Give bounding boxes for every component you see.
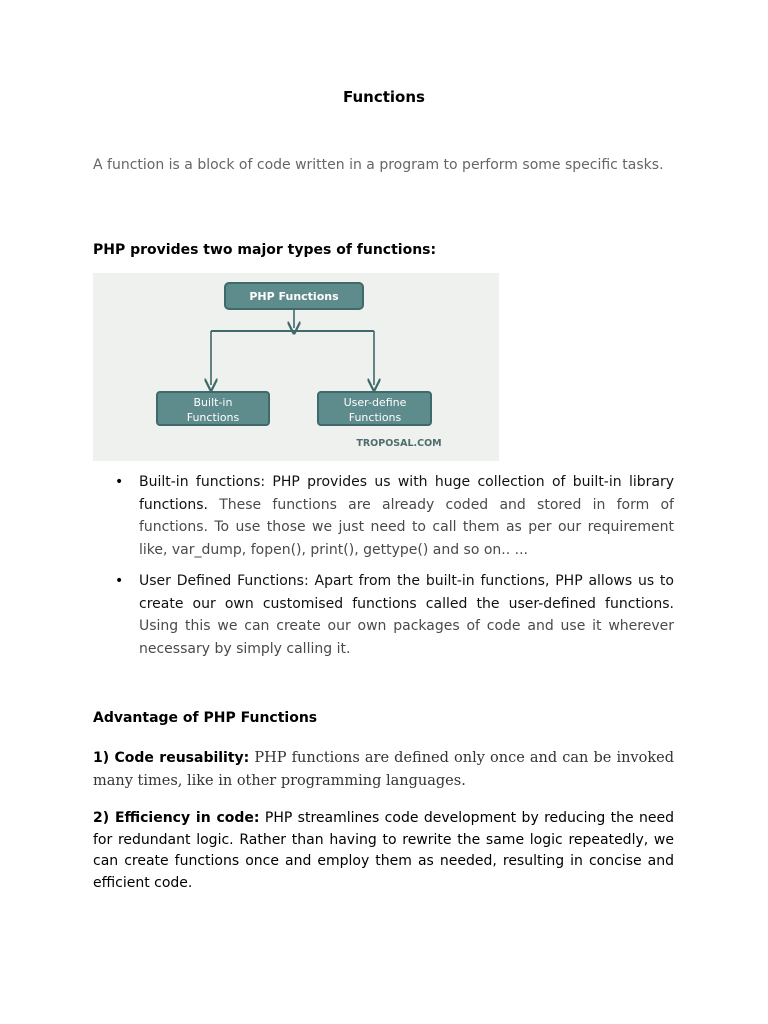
bullet-icon: • [115,474,124,490]
bullet-text: User Defined Functions: Apart from the built-in functions, PHP allows us to create our own customised functions called the user-defined functions. [139,573,674,612]
adv2-label: 2) Efficiency in code: [93,810,260,826]
builtin-box-line2: Functions [186,411,240,424]
adv2-text: PHP streamlines code development by reducing the need for redundant logic. Rather than having to rewrite the same logic repeatedly, we can create functions once and employ them as needed, resulting in concise and efficient code. [93,810,674,891]
watermark-text: TROPOSAL.COM [356,438,442,449]
bullet-text: Built-in functions: PHP provides us with huge collection of built-in library functions. [139,474,674,513]
adv1-text: PHP functions are defined only once and can be invoked many times, like in other programming languages. [93,750,674,789]
list-item [93,570,674,660]
advantage-heading: Advantage of PHP Functions [93,710,318,726]
userdefine-box-line1: User-define [343,396,407,409]
bullet-more-text: These functions are already coded and stored in form of functions. To use those we just need to call them as per our requirement like, var_dump, fopen(), print(), gettype() and so on.. ... [139,496,674,558]
types-heading: PHP provides two major types of functions: [93,242,437,258]
advantage-efficiency [93,808,674,894]
bullet-icon: • [115,573,124,589]
advantage-code-reusability [93,747,674,792]
builtin-box-line1: Built-in [193,396,233,409]
php-functions-diagram [93,273,499,461]
diagram-svg [93,273,499,461]
function-types-list [93,471,674,669]
adv1-label: 1) Code reusability: [93,750,250,766]
intro-paragraph: A function is a block of code written in a program to perform some specific tasks. [93,157,664,173]
bullet-more-text: Using this we can create our own packages of code and use it wherever necessary by simply calling it. [139,618,674,657]
userdefine-box-line2: Functions [348,411,402,424]
root-box-label: PHP Functions [249,290,339,303]
list-item [93,471,674,561]
page-title: Functions [343,88,425,106]
